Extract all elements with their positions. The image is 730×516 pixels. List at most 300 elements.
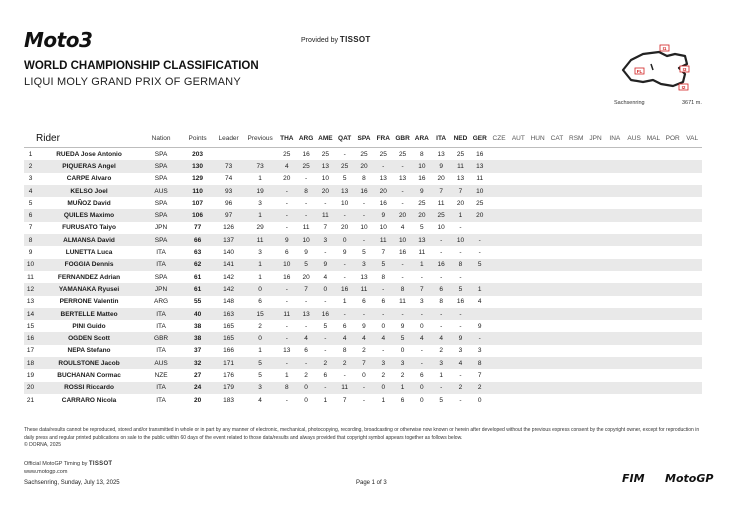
race-result-cell (624, 222, 643, 234)
race-result-cell: 25 (456, 150, 465, 158)
race-result-cell: 7 (451, 185, 470, 197)
race-result-cell: - (335, 308, 354, 320)
race-result-cell (605, 148, 624, 161)
nation-cell: AUS (141, 357, 181, 369)
race-result-cell: 0 (335, 234, 354, 246)
race-result-cell: - (343, 150, 346, 158)
leader-gap-cell: 73 (214, 160, 243, 172)
table-row (24, 234, 702, 246)
race-result-cell (586, 234, 605, 246)
leader-gap-cell: 140 (223, 249, 235, 257)
previous-gap-cell: 4 (258, 396, 262, 404)
race-result-cell: 20 (412, 209, 431, 221)
table-row (24, 345, 702, 357)
race-result-cell (624, 332, 643, 344)
race-result-cell: 3 (374, 357, 393, 369)
race-result-cell (586, 185, 605, 197)
race-result-cell (663, 357, 682, 369)
track-length: 3671 m. (682, 100, 702, 106)
race-result-cell: 7 (432, 185, 451, 197)
race-result-cell: - (304, 298, 308, 306)
race-result-cell (624, 308, 643, 320)
race-result-cell (605, 296, 624, 308)
race-result-cell: 4 (412, 332, 431, 344)
race-result-cell (509, 296, 528, 308)
race-result-cell: 2 (439, 347, 443, 355)
race-result-cell: 16 (476, 150, 484, 158)
race-result-cell: 8 (277, 382, 296, 394)
sachsenring-track-map-icon (613, 40, 705, 98)
race-result-cell: - (459, 322, 462, 330)
race-result-cell (586, 296, 605, 308)
race-result-cell: 0 (374, 382, 393, 394)
race-result-cell (547, 271, 566, 283)
race-result-cell (528, 259, 547, 271)
leader-gap-cell: 142 (223, 273, 235, 281)
race-result-cell (624, 185, 643, 197)
points-cell: 61 (181, 283, 214, 295)
timing-tissot-logo: TISSOT (88, 461, 113, 467)
race-result-cell (547, 283, 566, 295)
race-result-cell: 1 (381, 396, 386, 404)
race-result-cell (528, 394, 547, 406)
race-result-cell: 10 (451, 234, 470, 246)
table-row (24, 283, 702, 295)
race-result-cell (605, 234, 624, 246)
leader-gap-cell: 142 (214, 283, 243, 295)
header-race-qat: QAT (335, 130, 354, 148)
race-result-cell: 4 (277, 160, 296, 172)
points-cell: 37 (193, 347, 202, 355)
race-result-cell (547, 369, 566, 381)
race-result-cell (624, 246, 643, 258)
table-row (24, 332, 702, 344)
race-result-cell (586, 160, 605, 172)
fim-logo: FIM (622, 472, 645, 485)
race-result-cell: 0 (296, 382, 315, 394)
race-result-cell: - (277, 209, 296, 221)
race-result-cell (567, 283, 586, 295)
race-result-cell: - (296, 357, 315, 369)
race-result-cell: 3 (477, 347, 482, 355)
race-result-cell (567, 259, 586, 271)
race-result-cell (586, 259, 605, 271)
leader-gap-cell: 97 (214, 209, 243, 221)
race-result-cell (605, 320, 624, 332)
race-result-cell (586, 332, 605, 344)
race-result-cell (567, 345, 586, 357)
race-result-cell (624, 394, 643, 406)
race-result-cell: 11 (335, 382, 354, 394)
race-result-cell: 25 (335, 160, 354, 172)
race-result-cell: - (459, 371, 462, 379)
race-result-cell (567, 209, 586, 221)
previous-gap-cell (243, 148, 277, 161)
race-result-cell: 2 (381, 371, 386, 379)
leader-gap-cell: 137 (214, 234, 243, 246)
nation-cell: SPA (154, 273, 168, 281)
race-result-cell: 9 (374, 209, 393, 221)
race-result-cell (586, 382, 605, 394)
race-result-cell: 25 (379, 150, 387, 158)
header-race-spa: SPA (354, 130, 373, 148)
table-row (24, 382, 702, 394)
race-result-cell (547, 382, 566, 394)
race-result-cell (682, 246, 702, 258)
race-result-cell (624, 259, 643, 271)
race-result-cell (509, 283, 528, 295)
race-result-cell: 9 (477, 322, 482, 330)
race-result-cell: - (354, 382, 373, 394)
points-cell: 32 (181, 357, 214, 369)
rider-name-cell: FOGGIA Dennis (37, 259, 141, 271)
points-cell: 62 (181, 259, 214, 271)
race-result-cell: - (393, 160, 412, 172)
race-result-cell: 13 (470, 160, 489, 172)
position-cell: 9 (28, 249, 33, 257)
header-race-ara: ARA (412, 130, 431, 148)
race-result-cell: 25 (432, 209, 451, 221)
previous-gap-cell: 29 (256, 224, 264, 232)
race-result-cell: 5 (323, 322, 328, 330)
race-result-cell (567, 148, 586, 161)
race-result-cell: 2 (451, 382, 470, 394)
race-result-cell: - (432, 382, 451, 394)
race-result-cell (528, 283, 547, 295)
race-result-cell: 0 (477, 396, 482, 404)
nation-cell: ARG (154, 298, 169, 306)
race-result-cell: 9 (451, 332, 470, 344)
points-cell: 63 (193, 249, 202, 257)
rider-name-cell: ALMANSA David (37, 234, 141, 246)
sector-i2-label: I2 (681, 84, 686, 90)
race-result-cell (509, 382, 528, 394)
race-result-cell (624, 148, 643, 161)
race-result-cell (509, 332, 528, 344)
race-result-cell: 20 (302, 273, 310, 281)
classification-table (24, 130, 702, 406)
race-result-cell (489, 345, 508, 357)
race-result-cell: 20 (283, 175, 291, 183)
race-result-cell (509, 345, 528, 357)
race-result-cell: 9 (362, 322, 366, 330)
race-result-cell: - (304, 322, 308, 330)
page-title: WORLD CHAMPIONSHIP CLASSIFICATION (24, 60, 259, 72)
race-result-cell (489, 308, 508, 320)
race-result-cell: 16 (379, 199, 387, 207)
race-result-cell (586, 222, 605, 234)
race-result-cell (489, 296, 508, 308)
table-row (24, 369, 702, 381)
race-result-cell (528, 173, 547, 185)
race-result-cell: 11 (451, 160, 470, 172)
nation-cell: ITA (156, 396, 166, 404)
rider-name-cell: ROULSTONE Jacob (37, 357, 141, 369)
race-result-cell (470, 308, 489, 320)
race-result-cell: 6 (362, 298, 366, 306)
leader-gap-cell: 166 (223, 347, 235, 355)
race-result-cell: 5 (470, 259, 489, 271)
race-result-cell (624, 369, 643, 381)
table-row (24, 271, 702, 283)
race-result-cell: 4 (323, 273, 328, 281)
race-result-cell: 5 (393, 332, 412, 344)
race-result-cell: 4 (335, 332, 354, 344)
race-result-cell (644, 209, 663, 221)
race-result-cell: - (459, 273, 462, 281)
previous-gap-cell: 2 (258, 322, 262, 330)
rider-name-cell: MUÑOZ David (67, 199, 111, 207)
race-result-cell: 8 (362, 175, 366, 183)
race-result-cell (567, 369, 586, 381)
race-result-cell (509, 271, 528, 283)
race-result-cell: - (440, 322, 443, 330)
race-result-cell (528, 246, 547, 258)
race-result-cell: - (478, 249, 481, 257)
race-result-cell (489, 332, 508, 344)
points-cell: 20 (193, 396, 202, 404)
race-result-cell: - (362, 199, 366, 207)
race-result-cell (644, 271, 663, 283)
race-result-cell: 11 (399, 298, 406, 306)
race-result-cell: 10 (412, 160, 431, 172)
race-result-cell: 20 (470, 209, 489, 221)
leader-gap-cell: 126 (223, 224, 235, 232)
race-result-cell: 16 (354, 185, 373, 197)
position-cell: 19 (26, 371, 35, 379)
race-result-cell: - (324, 249, 327, 257)
previous-gap-cell: 6 (258, 298, 262, 306)
race-result-cell (489, 234, 508, 246)
nation-cell: ITA (156, 347, 166, 355)
leader-gap-cell: 179 (214, 382, 243, 394)
leader-gap-cell: 165 (223, 322, 235, 330)
race-result-cell (644, 259, 663, 271)
header-rider: Rider (24, 130, 141, 148)
leader-gap-cell: 148 (223, 298, 235, 306)
race-result-cell: 13 (412, 234, 431, 246)
header-points: Points (181, 130, 214, 148)
position-cell: 7 (28, 224, 33, 232)
race-result-cell (547, 234, 566, 246)
race-result-cell: 16 (335, 283, 354, 295)
race-result-cell: 25 (398, 150, 407, 158)
race-result-cell: - (459, 224, 462, 232)
table-row (24, 357, 702, 369)
race-result-cell (624, 234, 643, 246)
previous-gap-cell: 1 (258, 175, 262, 183)
rider-name-cell: CARPE Alvaro (66, 175, 112, 183)
race-result-cell (605, 209, 624, 221)
race-result-cell (528, 197, 547, 209)
race-result-cell (663, 173, 682, 185)
race-result-cell: 4 (451, 357, 470, 369)
race-result-cell: 13 (335, 185, 354, 197)
nation-cell: JPN (141, 283, 181, 295)
race-result-cell: 4 (374, 332, 393, 344)
position-cell: 21 (26, 396, 35, 404)
race-result-cell: 20 (341, 224, 349, 232)
nation-cell: SPA (154, 150, 168, 158)
previous-gap-cell: 11 (243, 234, 277, 246)
race-result-cell (489, 173, 508, 185)
race-result-cell (528, 382, 547, 394)
race-result-cell: 16 (456, 298, 465, 306)
race-result-cell (644, 234, 663, 246)
race-result-cell: 8 (393, 283, 412, 295)
race-result-cell (624, 271, 643, 283)
race-result-cell (489, 271, 508, 283)
header-race-ned: NED (451, 130, 470, 148)
race-result-cell (567, 382, 586, 394)
race-result-cell: 7 (412, 283, 431, 295)
header-race-cat: CAT (547, 130, 566, 148)
race-result-cell: 13 (456, 175, 465, 183)
race-result-cell: 16 (418, 175, 426, 183)
race-result-cell (663, 209, 682, 221)
header-race-aus: AUS (624, 130, 643, 148)
race-result-cell (489, 320, 508, 332)
race-result-cell (605, 173, 624, 185)
race-result-cell: - (343, 273, 346, 281)
race-result-cell (605, 185, 624, 197)
nation-cell: SPA (154, 199, 168, 207)
race-result-cell (663, 394, 682, 406)
race-result-cell (644, 160, 663, 172)
table-row (24, 173, 702, 185)
race-result-cell (509, 209, 528, 221)
race-result-cell (682, 185, 702, 197)
race-result-cell (624, 173, 643, 185)
table-row (24, 308, 702, 320)
sector-fl-label: FL (636, 68, 643, 74)
header-previous: Previous (243, 130, 277, 148)
table-header-row (24, 130, 702, 148)
race-result-cell: 20 (437, 175, 445, 183)
race-result-cell: 7 (342, 396, 347, 404)
race-result-cell (567, 246, 586, 258)
race-result-cell (489, 209, 508, 221)
race-result-cell: 7 (323, 224, 328, 232)
official-timing (24, 461, 112, 476)
race-result-cell: 1 (412, 259, 431, 271)
race-result-cell: 10 (341, 199, 349, 207)
page-subtitle: LIQUI MOLY GRAND PRIX OF GERMANY (24, 76, 241, 88)
position-cell: 2 (24, 160, 37, 172)
rider-name-cell: KELSO Joel (37, 185, 141, 197)
race-result-cell: 0 (304, 396, 308, 404)
race-result-cell: - (440, 273, 443, 281)
race-result-cell: - (451, 308, 470, 320)
rider-name-cell: CARRARO Nicola (61, 396, 117, 404)
race-result-cell (624, 345, 643, 357)
table-row (24, 160, 702, 172)
position-cell: 11 (27, 273, 34, 281)
race-result-cell: 6 (420, 371, 424, 379)
header-race-tha: THA (277, 130, 296, 148)
race-result-cell: 0 (316, 283, 335, 295)
race-result-cell: - (401, 273, 404, 281)
race-result-cell (528, 271, 547, 283)
race-result-cell: - (470, 332, 489, 344)
race-result-cell: 20 (393, 209, 412, 221)
race-result-cell: 9 (432, 160, 451, 172)
race-result-cell (682, 332, 702, 344)
previous-gap-cell: 0 (243, 283, 277, 295)
rider-name-cell: FERNANDEZ Adrian (57, 273, 121, 281)
race-result-cell: 10 (321, 175, 329, 183)
race-result-cell (682, 394, 702, 406)
table-row (24, 296, 702, 308)
race-result-cell: 8 (470, 357, 489, 369)
race-result-cell (586, 394, 605, 406)
points-cell: 110 (181, 185, 214, 197)
race-result-cell (624, 209, 643, 221)
race-result-cell (682, 271, 702, 283)
race-result-cell (567, 160, 586, 172)
race-result-cell (682, 148, 702, 161)
table-row (24, 394, 702, 406)
race-result-cell (489, 357, 508, 369)
race-result-cell (663, 308, 682, 320)
leader-gap-cell: 171 (214, 357, 243, 369)
race-result-cell (489, 246, 508, 258)
leader-gap-cell: 96 (224, 199, 233, 207)
position-cell: 12 (24, 283, 37, 295)
race-result-cell: 13 (379, 175, 387, 183)
race-result-cell (682, 382, 702, 394)
nation-cell: AUS (141, 185, 181, 197)
race-result-cell (547, 160, 566, 172)
race-result-cell: 10 (393, 234, 412, 246)
race-result-cell (605, 357, 624, 369)
race-result-cell: 0 (362, 371, 366, 379)
race-result-cell: - (393, 308, 412, 320)
race-result-cell (605, 369, 624, 381)
previous-gap-cell: 3 (258, 249, 262, 257)
race-result-cell (605, 345, 624, 357)
previous-gap-cell: 73 (243, 160, 277, 172)
race-result-cell (547, 209, 566, 221)
race-result-cell (644, 222, 663, 234)
race-result-cell: 11 (354, 283, 373, 295)
previous-gap-cell: 0 (243, 332, 277, 344)
race-result-cell (509, 234, 528, 246)
race-result-cell: 25 (476, 199, 484, 207)
position-cell: 20 (24, 382, 37, 394)
race-result-cell (644, 357, 663, 369)
race-result-cell: 5 (420, 224, 424, 232)
table-row (24, 185, 702, 197)
header-race-jpn: JPN (586, 130, 605, 148)
race-result-cell: 13 (398, 175, 407, 183)
race-result-cell: 2 (362, 347, 366, 355)
race-result-cell: 0 (420, 396, 424, 404)
race-result-cell (586, 369, 605, 381)
website-link[interactable]: www.motogp.com (24, 468, 68, 475)
race-result-cell: - (285, 298, 288, 306)
race-result-cell (547, 197, 566, 209)
race-result-cell: 9 (316, 259, 335, 271)
race-result-cell: 5 (342, 175, 347, 183)
race-result-cell: 10 (379, 224, 387, 232)
race-result-cell: 5 (451, 283, 470, 295)
race-result-cell: - (304, 199, 308, 207)
race-result-cell (605, 308, 624, 320)
race-result-cell: 10 (470, 185, 489, 197)
race-result-cell (509, 259, 528, 271)
header-race-mal: MAL (644, 130, 663, 148)
